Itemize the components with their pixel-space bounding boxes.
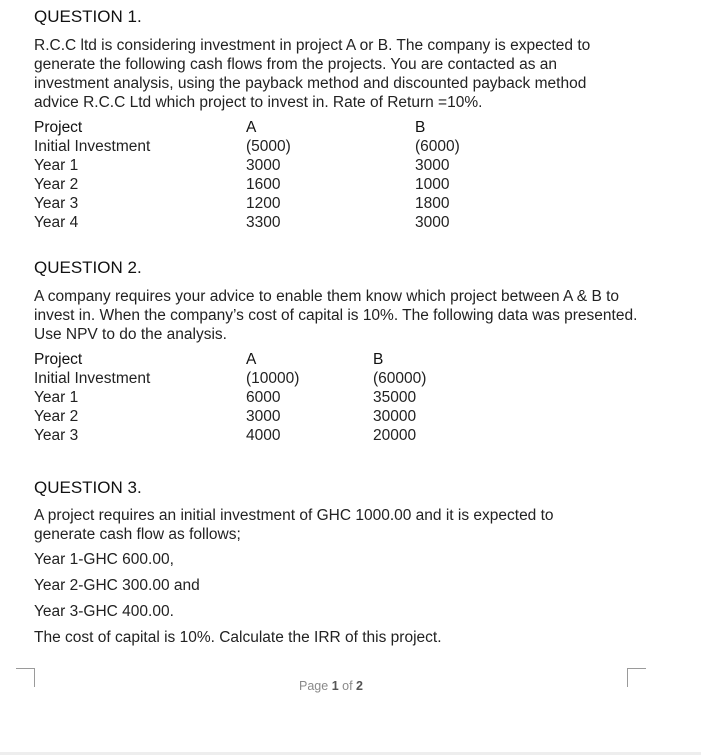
table-row <box>34 388 674 407</box>
question-3-text: A project requires an initial investment of GHC 1000.00 and it is expected to generate cash flow as follows; <box>34 507 554 543</box>
table-cell: 1800 <box>415 195 450 212</box>
table-cell: (6000) <box>415 138 460 155</box>
table-cell: 20000 <box>373 427 417 444</box>
question-1-heading: QUESTION 1. <box>34 7 142 26</box>
question-3-line: Year 1-GHC 600.00, <box>34 551 174 568</box>
table-cell: (10000) <box>246 370 300 387</box>
table-row <box>34 156 674 175</box>
page-label: Page <box>299 679 329 693</box>
table-cell: 3000 <box>246 408 281 425</box>
table-row <box>34 213 674 232</box>
question-2-table <box>34 350 674 445</box>
page-counter <box>0 679 662 693</box>
table-cell: Year 2 <box>34 408 79 425</box>
table-row <box>34 175 674 194</box>
question-1-table <box>34 118 674 232</box>
table-cell: 3300 <box>246 214 281 231</box>
table-header-cell: B <box>373 351 384 368</box>
table-row <box>34 137 674 156</box>
table-cell: 35000 <box>373 389 417 406</box>
table-header-row <box>34 118 674 137</box>
table-cell: Year 2 <box>34 176 79 193</box>
question-2-heading: QUESTION 2. <box>34 258 142 277</box>
table-cell: 1200 <box>246 195 281 212</box>
question-3-line: Year 2-GHC 300.00 and <box>34 577 200 594</box>
table-cell: 1000 <box>415 176 450 193</box>
of-label: of <box>342 679 353 693</box>
question-3-line: Year 3-GHC 400.00. <box>34 603 174 620</box>
table-row <box>34 194 674 213</box>
table-cell: Year 3 <box>34 195 79 212</box>
table-cell: 3000 <box>415 157 450 174</box>
table-cell: 4000 <box>246 427 281 444</box>
question-3-line: The cost of capital is 10%. Calculate the IRR of this project. <box>34 629 442 646</box>
table-header-cell: A <box>246 119 257 136</box>
table-header-cell: B <box>415 119 426 136</box>
table-header-cell: Project <box>34 351 83 368</box>
table-header-row <box>34 350 674 369</box>
question-3-heading: QUESTION 3. <box>34 478 142 497</box>
table-header-cell: Project <box>34 119 83 136</box>
table-cell: 3000 <box>415 214 450 231</box>
table-cell: Initial Investment <box>34 370 151 387</box>
table-cell: 6000 <box>246 389 281 406</box>
table-header-cell: A <box>246 351 257 368</box>
table-row <box>34 369 674 388</box>
table-cell: 30000 <box>373 408 417 425</box>
table-cell: Initial Investment <box>34 138 151 155</box>
table-cell: Year 4 <box>34 214 79 231</box>
question-2-text: A company requires your advice to enable them know which project between A & B to invest in. When the company’s cost of capital is 10%. The following data was presented. Use NPV to do the analysis. <box>34 288 638 343</box>
table-row <box>34 407 674 426</box>
table-cell: (5000) <box>246 138 291 155</box>
table-row <box>34 426 674 445</box>
table-cell: Year 1 <box>34 157 79 174</box>
table-cell: 1600 <box>246 176 281 193</box>
question-1-text: R.C.C ltd is considering investment in project A or B. The company is expected to generate the following cash flows from the projects. You are contacted as an investment analysis, using the payback method and discounted payback method advice R.C.C Ltd which project to invest in. Rate of Return =10%. <box>34 37 591 111</box>
total-pages-number: 2 <box>356 679 363 693</box>
table-cell: Year 1 <box>34 389 79 406</box>
current-page-number: 1 <box>331 679 339 693</box>
table-cell: 3000 <box>246 157 281 174</box>
table-cell: (60000) <box>373 370 427 387</box>
table-cell: Year 3 <box>34 427 79 444</box>
